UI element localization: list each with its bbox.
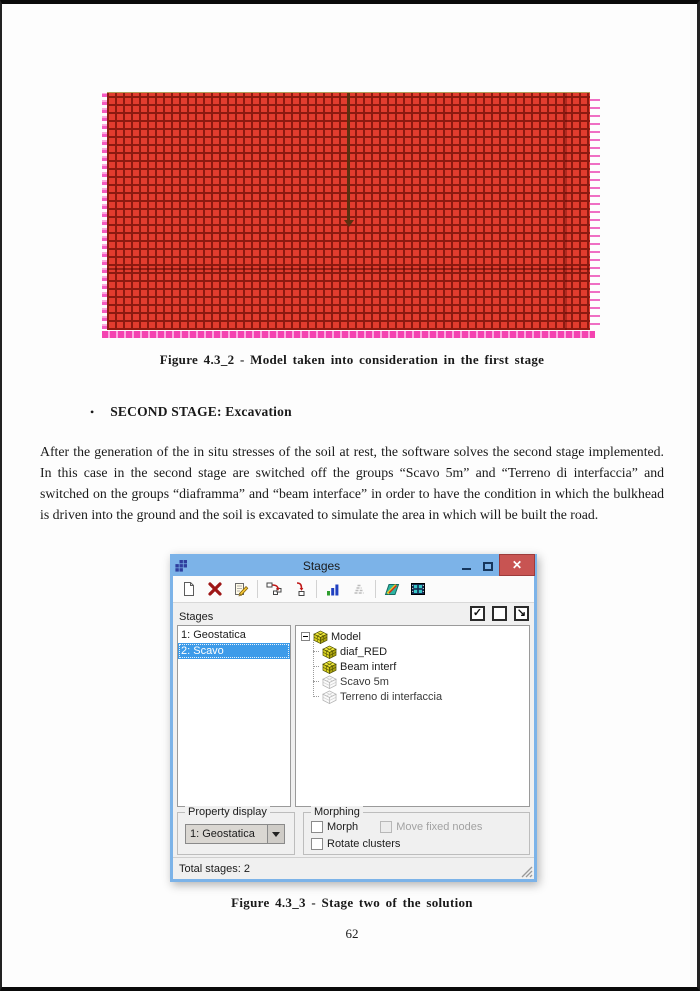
fem-mesh-figure: [102, 91, 600, 338]
stage-chart-button[interactable]: [320, 578, 346, 601]
collapse-icon[interactable]: [301, 632, 310, 641]
toolbar-separator: [375, 580, 376, 598]
mesh-bottom-boundary-ticks: [102, 331, 595, 338]
bullet-item: [90, 404, 292, 420]
morph-checkbox[interactable]: [311, 821, 323, 833]
toolbar-separator: [257, 580, 258, 598]
mesh-region-line: [565, 93, 567, 330]
stage-matrix-icon: [410, 581, 426, 597]
stage-order-button[interactable]: [346, 578, 372, 601]
figure-caption-4-3-2: Figure 4.3_2 - Model taken into consideration in the first stage: [159, 352, 545, 367]
dialog-title: Stages: [302, 559, 341, 573]
tree-item-label: diaf_RED: [340, 645, 388, 658]
move-fixed-nodes-checkbox: [380, 821, 392, 833]
minimize-button[interactable]: [455, 556, 477, 576]
edit-stage-icon: [233, 581, 249, 597]
rotate-clusters-label: Rotate clusters: [327, 838, 401, 850]
tree-root-row[interactable]: [301, 629, 529, 644]
morph-label: Morph: [327, 821, 359, 833]
minimize-icon: [462, 568, 471, 570]
rotate-clusters-row: [311, 837, 529, 851]
tree-item[interactable]: [313, 674, 529, 689]
body-paragraph: After the generation of the in situ stresses of the soil at rest, the software solves the second stage implemented. In this case in the second stage are switched off the groups “Scavo 5m” and “Terreno di interfaccia” and switched on the groups “diaframma” and “beam interface” in order to have the condition in which the bulkhead is driven into the ground and the soil is excavated to simulate the area in which will be built the road.: [40, 444, 664, 522]
check-all-icon[interactable]: ✓: [470, 606, 485, 621]
soil-layer-line: [107, 268, 590, 270]
tree-item[interactable]: [313, 644, 529, 659]
inactive-mesh-cube-icon: [322, 690, 337, 704]
property-display-group: [177, 806, 295, 855]
copy-stage-to-stages-icon: [266, 581, 282, 597]
tree-select-icons: [470, 606, 529, 621]
tree-children: [313, 644, 529, 704]
stages-section-label: Stages: [179, 611, 214, 623]
combobox-value: 1: Geostatica: [190, 828, 255, 840]
morphing-options: [304, 813, 529, 851]
move-fixed-nodes-label: Move fixed nodes: [396, 821, 483, 833]
diaphragm-tip: [344, 220, 354, 227]
maximize-button[interactable]: [477, 556, 499, 576]
mesh-right-boundary-ticks: [590, 93, 600, 325]
render-stage-button[interactable]: [379, 578, 405, 601]
bullet-dot: •: [90, 405, 95, 419]
mesh-set-tree: [295, 625, 530, 807]
combobox-dropdown-button[interactable]: [267, 825, 284, 843]
dialog-option-groups: [173, 807, 534, 857]
close-button[interactable]: [499, 554, 535, 576]
morph-row: [311, 820, 529, 834]
dialog-statusbar: [173, 857, 534, 879]
tree-item-label: Terreno di interfaccia: [340, 690, 443, 703]
total-stages-text: Total stages: 2: [179, 862, 250, 875]
app-icon: [175, 560, 188, 573]
stage-matrix-button[interactable]: [405, 578, 431, 601]
stage-list-item[interactable]: 1: Geostatica: [181, 629, 246, 641]
new-stage-button[interactable]: [176, 578, 202, 601]
stage-list: [177, 625, 291, 807]
delete-stage-button[interactable]: [202, 578, 228, 601]
tree-item[interactable]: [313, 689, 529, 704]
tree-item-label: Beam interf: [340, 660, 397, 673]
bullet-text: SECOND STAGE: Excavation: [110, 404, 292, 419]
tree-item[interactable]: [313, 659, 529, 674]
active-mesh-cube-icon: [322, 660, 337, 674]
stage-order-disabled-icon: [351, 581, 367, 597]
page-number: 62: [345, 926, 359, 941]
resize-grip[interactable]: [520, 865, 533, 878]
stages-dialog: [170, 554, 537, 882]
edit-stage-button[interactable]: [228, 578, 254, 601]
chevron-down-icon: [272, 832, 280, 837]
mesh-set-cube-icon: [313, 630, 328, 644]
property-display-combobox[interactable]: [185, 824, 285, 844]
paste-to-stage-icon: [292, 581, 308, 597]
active-mesh-cube-icon: [322, 645, 337, 659]
rotate-clusters-checkbox[interactable]: [311, 838, 323, 850]
property-display-legend: Property display: [185, 806, 270, 818]
invert-selection-icon[interactable]: ↘: [514, 606, 529, 621]
stage-chart-icon: [325, 581, 341, 597]
dialog-toolbar: [173, 576, 534, 603]
diaphragm-wall-line: [347, 93, 350, 221]
morphing-group: [303, 806, 530, 855]
render-stage-icon: [384, 581, 400, 597]
inactive-mesh-cube-icon: [322, 675, 337, 689]
uncheck-all-icon[interactable]: [492, 606, 507, 621]
dialog-titlebar[interactable]: [172, 556, 535, 576]
mesh-grid: [107, 92, 590, 330]
dialog-panels: [173, 625, 534, 807]
new-stage-icon: [181, 581, 197, 597]
stage-list-item-selected[interactable]: 2: Scavo: [178, 643, 290, 659]
close-icon: ✕: [511, 557, 523, 572]
morphing-legend: Morphing: [311, 806, 363, 818]
copy-stage-to-stages-button[interactable]: [261, 578, 287, 601]
delete-stage-icon: [207, 581, 223, 597]
tree-item-label: Scavo 5m: [340, 675, 389, 688]
maximize-icon: [483, 562, 493, 571]
figure-caption-4-3-3: Figure 4.3_3 - Stage two of the solution: [231, 895, 473, 910]
tree-root-label: Model: [331, 630, 361, 643]
toolbar-separator: [316, 580, 317, 598]
stages-header-row: [173, 603, 534, 625]
paste-to-stage-button[interactable]: [287, 578, 313, 601]
